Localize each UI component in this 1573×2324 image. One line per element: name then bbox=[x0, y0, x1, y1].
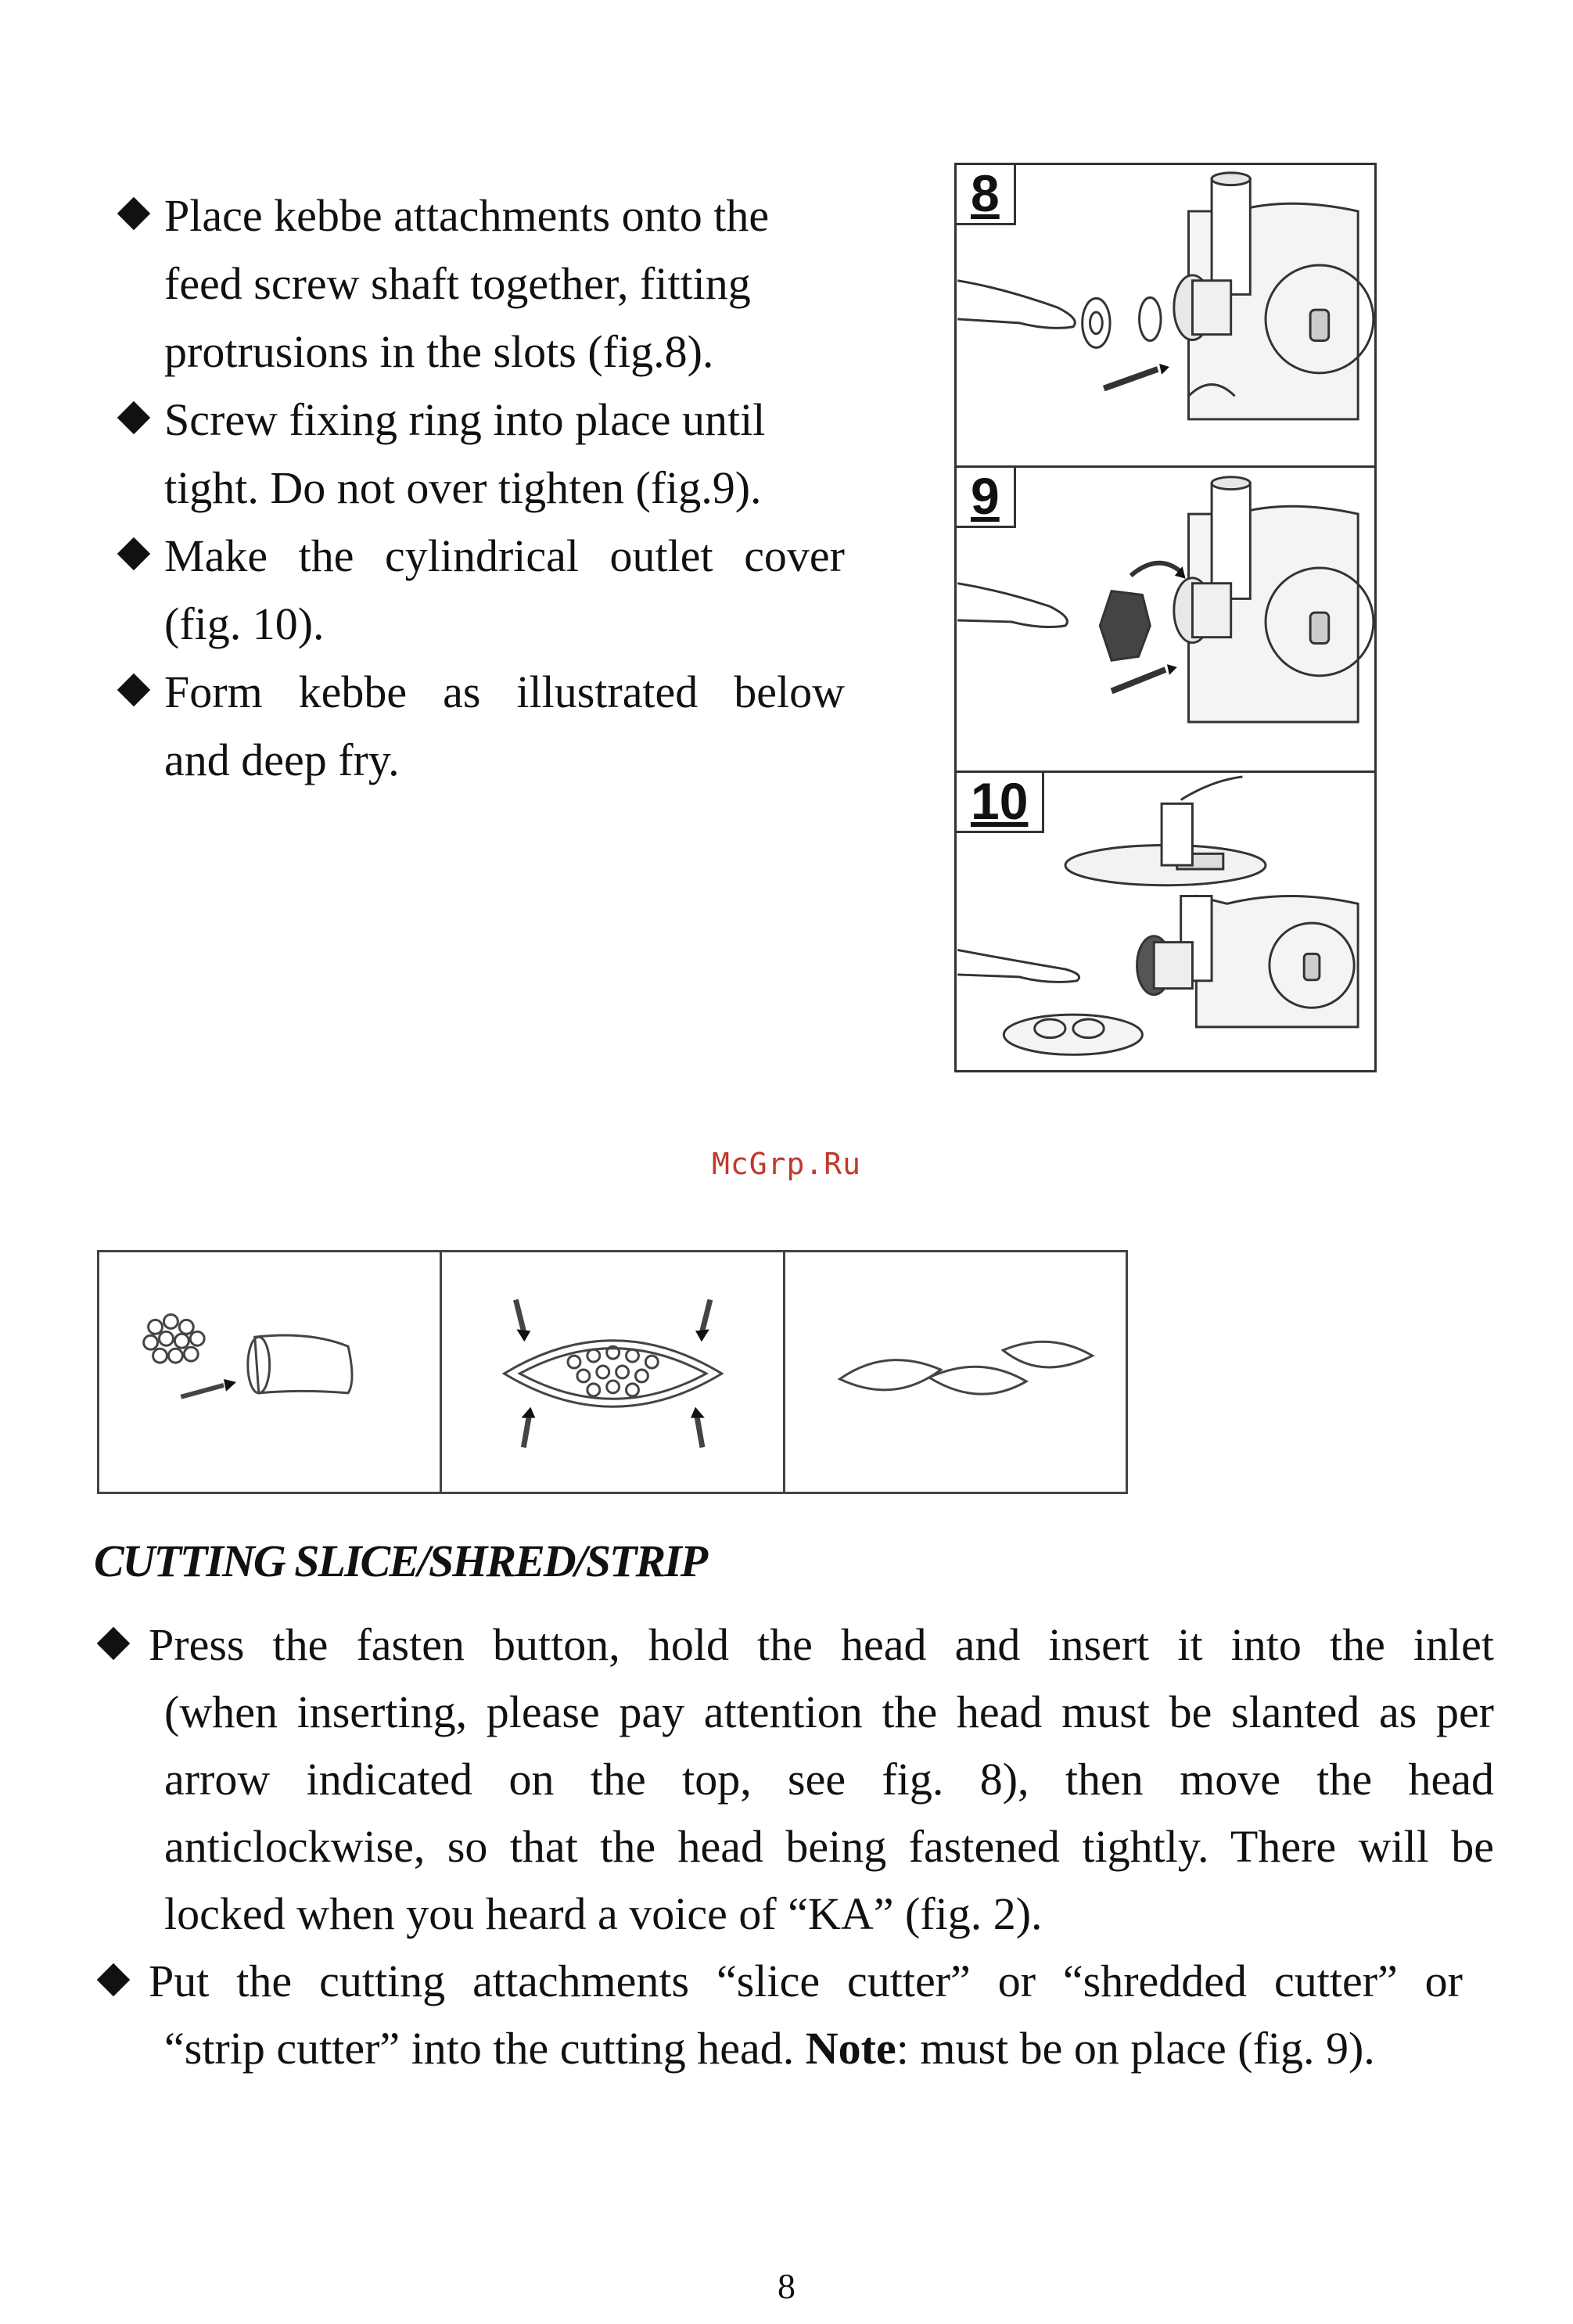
instruction-line: Make the cylindrical outlet cover bbox=[164, 530, 845, 581]
instruction-text: : must be on place (fig. 9). bbox=[896, 2023, 1375, 2074]
figure-8-illustration bbox=[957, 165, 1374, 465]
instruction-line: (fig. 10). bbox=[164, 598, 325, 649]
kebbe-step-2 bbox=[442, 1252, 785, 1492]
shaping-kebbe-illustration bbox=[442, 1252, 782, 1492]
instruction-bullet bbox=[117, 522, 845, 658]
instruction-line: (when inserting, please pay attention the head must be slanted as per bbox=[164, 1686, 1494, 1737]
figure-label: 8 bbox=[957, 165, 1016, 225]
instruction-text: “strip cutter” into the cutting head. bbox=[164, 2023, 806, 2074]
diamond-bullet-icon bbox=[117, 401, 150, 434]
instruction-line: feed screw shaft together, fitting bbox=[164, 258, 751, 309]
instruction-line: anticlockwise, so that the head being fastened tightly. There will be bbox=[164, 1821, 1494, 1872]
section-heading: CUTTING SLICE/SHRED/STRIP bbox=[94, 1536, 707, 1586]
finished-kebbe-illustration bbox=[785, 1252, 1126, 1492]
filling-into-shell-illustration bbox=[99, 1252, 440, 1492]
diamond-bullet-icon bbox=[117, 537, 150, 570]
kebbe-step-1 bbox=[99, 1252, 442, 1492]
instruction-bullet bbox=[117, 181, 845, 386]
instruction-line bbox=[164, 2015, 1494, 2082]
instruction-bullet bbox=[117, 658, 845, 794]
instruction-line: tight. Do not over tighten (fig.9). bbox=[164, 462, 762, 513]
kebbe-step-3 bbox=[785, 1252, 1126, 1492]
instruction-line: and deep fry. bbox=[164, 735, 400, 785]
watermark: McGrp.Ru bbox=[711, 1147, 862, 1181]
diamond-bullet-icon bbox=[117, 197, 150, 230]
instruction-line: Form kebbe as illustrated below bbox=[164, 666, 845, 717]
figure-label: 9 bbox=[957, 468, 1016, 528]
diamond-bullet-icon bbox=[97, 1627, 130, 1660]
figure-8 bbox=[954, 163, 1377, 468]
figure-label: 10 bbox=[957, 773, 1044, 833]
instruction-line: Press the fasten button, hold the head and insert it into the inlet bbox=[149, 1619, 1494, 1670]
bottom-instruction-list bbox=[94, 1611, 1494, 2082]
instruction-line: Place kebbe attachments onto the bbox=[164, 190, 770, 241]
instruction-bullet bbox=[94, 1611, 1494, 1948]
page-number: 8 bbox=[778, 2266, 795, 2306]
figure-10 bbox=[954, 770, 1377, 1072]
top-instruction-list bbox=[117, 181, 845, 794]
instruction-line: protrusions in the slots (fig.8). bbox=[164, 326, 714, 377]
instruction-line: arrow indicated on the top, see fig. 8), then move the head bbox=[164, 1754, 1494, 1805]
figure-9 bbox=[954, 465, 1377, 774]
instruction-line: locked when you heard a voice of “KA” (fig. 2). bbox=[164, 1888, 1043, 1939]
diamond-bullet-icon bbox=[97, 1963, 130, 1996]
instruction-line: Screw fixing ring into place until bbox=[164, 394, 766, 445]
note-label: Note bbox=[805, 2023, 896, 2074]
figure-9-illustration bbox=[957, 468, 1374, 771]
instruction-bullet bbox=[94, 1948, 1494, 2082]
diamond-bullet-icon bbox=[117, 673, 150, 706]
instruction-bullet bbox=[117, 386, 845, 522]
instruction-line: Put the cutting attachments “slice cutter” or “shredded cutter” or bbox=[149, 1956, 1463, 2006]
kebbe-steps-table bbox=[97, 1250, 1128, 1494]
